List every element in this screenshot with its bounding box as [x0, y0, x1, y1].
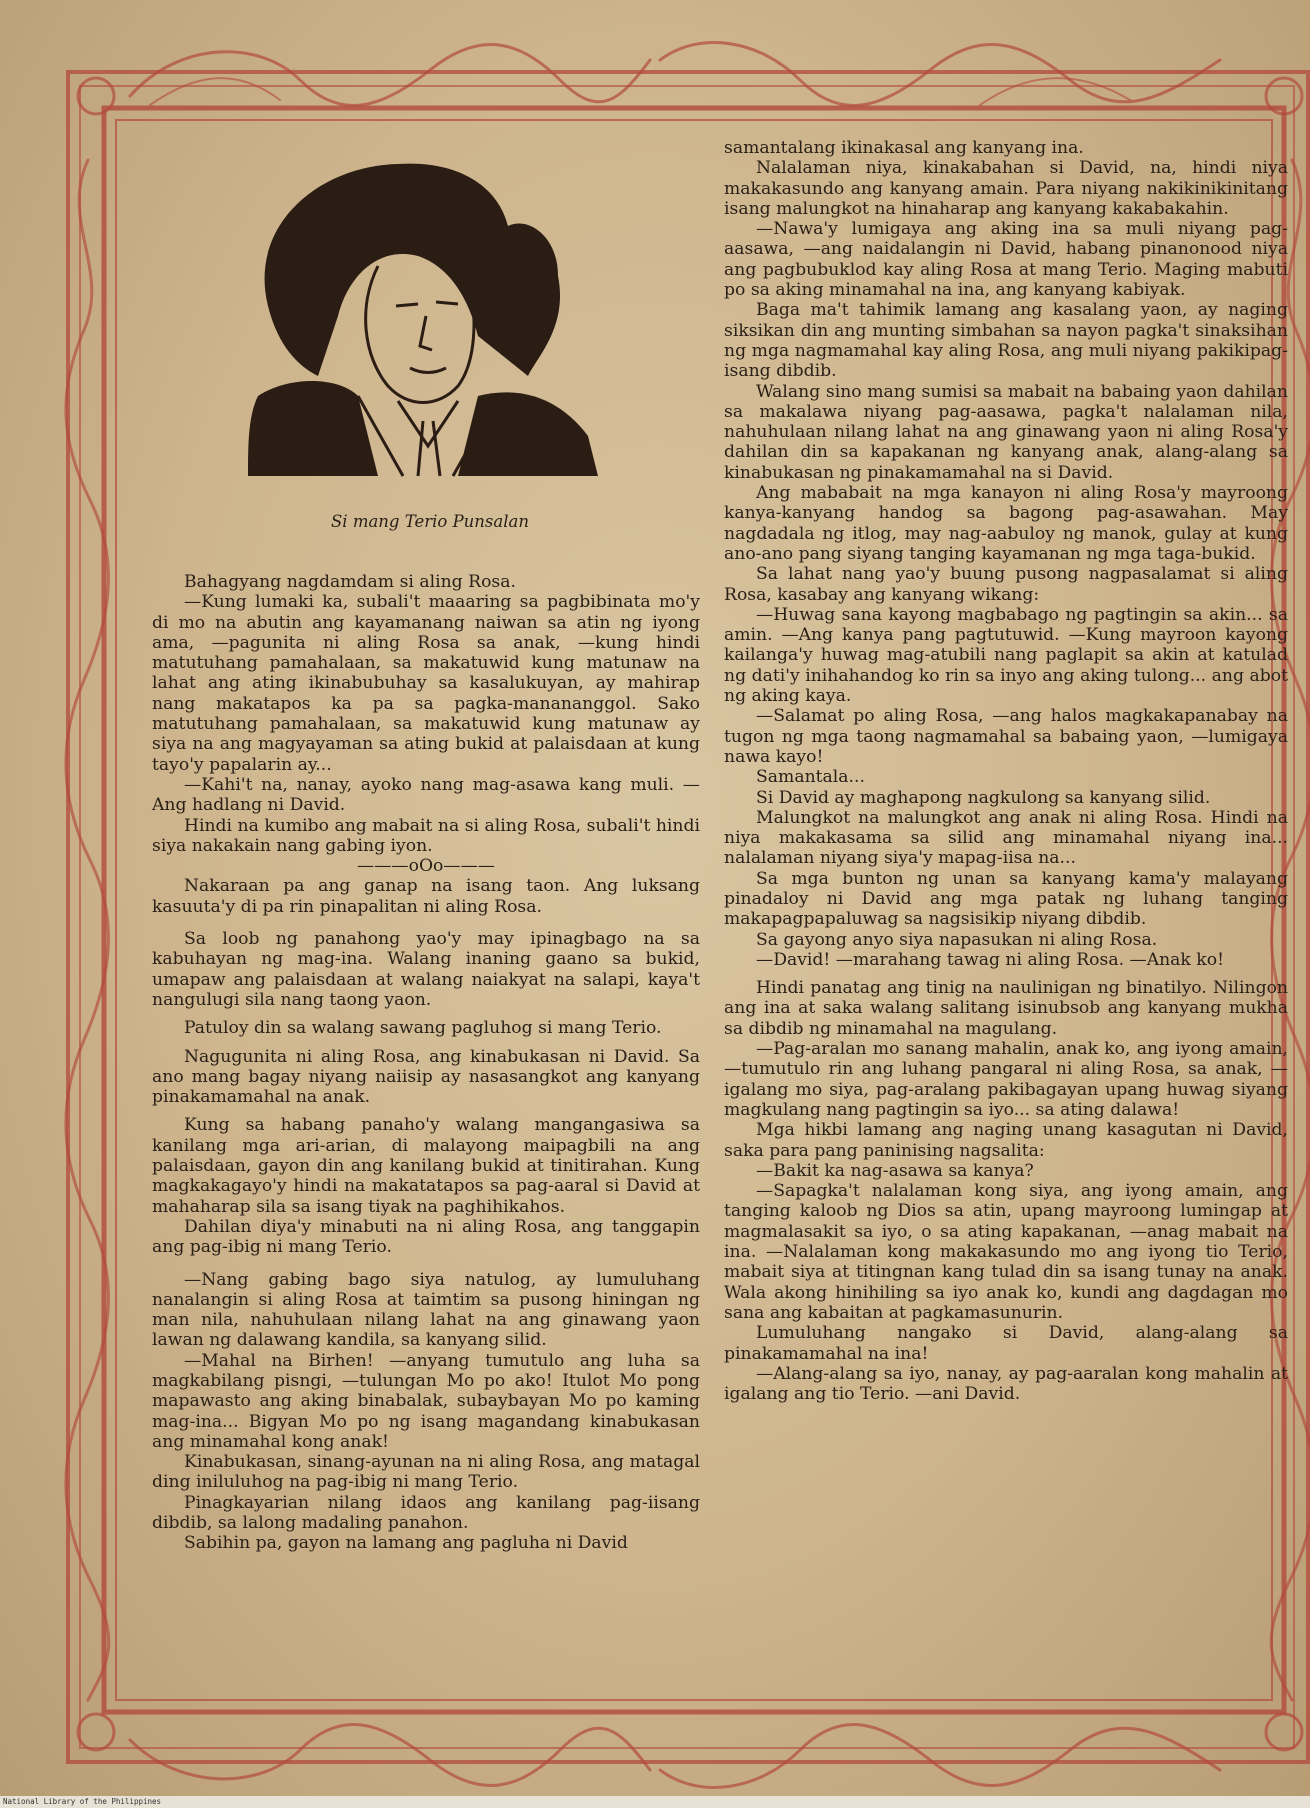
footer-credit: National Library of the Philippines	[0, 1796, 1310, 1808]
paragraph: —Mahal na Birhen! —anyang tumutulo ang luha sa magkabilang pisngi, —tulungan Mo po ako! Itulot Mo pong mapawasto ang aking binabalak, subaybayan Mo po kaming mag-ina... Bigyan Mo po ng isang magandang kinabukasan ang minamahal kong anak!	[152, 1350, 700, 1452]
paragraph: Malungkot na malungkot ang anak ni aling Rosa. Hindi na niya makakasama sa silid ang minamahal niyang ina... nalalaman niyang siya'y mapag-iisa na...	[724, 807, 1288, 869]
paragraph: Sa loob ng panahong yao'y may ipinagbago na sa kabuhayan ng mag-ina. Walang inaning gaano sa bukid, umapaw ang palaisdaan at walang naiakyat na salapi, kaya't nangulugi sila nang taong yaon.	[152, 929, 700, 1010]
paragraph: Kinabukasan, sinang-ayunan na ni aling Rosa, ang matagal ding iniluluhog na pag-ibig ni mang Terio.	[152, 1452, 700, 1493]
paragraph: —Pag-aralan mo sanang mahalin, anak ko, ang iyong amain, —tumutulo rin ang luhang pangaral ni aling Rosa, sa anak, — igalang mo siya, pag-aralang pakibagayan upang huwag siyang magkulang nang pagtingin sa iyo... sa ating dalawa!	[724, 1039, 1288, 1120]
paragraph: samantalang ikinakasal ang kanyang ina.	[724, 138, 1084, 158]
paragraph: —Nang gabing bago siya natulog, ay lumuluhang nanalangin si aling Rosa at taimtim sa pusong hiningan ng man nila, nahuhulaan nilang lahat na ang ginawang yaon lawan ng dalawang kandila, sa kanyang silid.	[152, 1269, 700, 1351]
paragraph: Si David ay maghapong nagkulong sa kanyang silid.	[756, 787, 1211, 808]
paragraph: Ang mababait na mga kanayon ni aling Rosa'y mayroong kanya-kanyang handog sa bagong pag-asawahan. May nagdadala ng itlog, may nag-aabuloy ng manok, gulay at kung ano-ano pang siyang tanging kayamanan ng mga taga-bukid.	[724, 483, 1288, 564]
paragraph: Pinagkayarian nilang idaos ang kanilang pag-iisang dibdib, sa lalong madaling panahon.	[152, 1492, 700, 1534]
paragraph: Mga hikbi lamang ang naging unang kasagutan ni David, saka para pang paninising nagsalita:	[724, 1120, 1288, 1161]
paragraph: Sabihin pa, gayon na lamang ang pagluha ni David	[184, 1533, 628, 1554]
paragraph: Nakaraan pa ang ganap na isang taon. Ang luksang kasuuta'y di pa rin pinapalitan ni aling Rosa.	[152, 876, 700, 917]
paragraph: Nagugunita ni aling Rosa, ang kinabukasan ni David. Sa ano mang bagay niyang naiisip ay nasasangkot ang kanyang pinakamamahal na anak.	[152, 1046, 700, 1108]
paragraph: —Kahi't na, nanay, ayoko nang mag-asawa kang muli. —Ang hadlang ni David.	[152, 774, 700, 816]
paragraph: Hindi panatag ang tinig na naulinigan ng binatilyo. Nilingon ang ina at saka walang salitang isinubsob ang kanyang mukha sa dibdib ng minamahal na magulang.	[724, 978, 1288, 1039]
paragraph: Sa mga bunton ng unan sa kanyang kama'y malayang pinadaloy ni David ang mga patak ng luhang tanging makapagpapaluwag sa nagsisikip niyang dibdib.	[724, 868, 1288, 930]
paragraph: Walang sino mang sumisi sa mabait na babaing yaon dahilan sa makalawa niyang pag-aasawa, pagka't nalalaman nila, nahuhulaan nilang lahat na ang ginawang yaon ni aling Rosa'y dahilan din sa kapakanan ng kanyang anak, alang-alang sa kinabukasan ng pinakamamahal na si David.	[724, 381, 1288, 483]
article-column-left	[152, 572, 700, 1554]
paragraph: —Bakit ka nag-asawa sa kanya?	[756, 1160, 1034, 1181]
section-separator: ———oOo———	[357, 856, 495, 877]
paragraph: Nalalaman niya, kinakabahan si David, na, hindi niya makakasundo ang kanyang amain. Para niyang nakikinikinitang isang malungkot na hinaharap ang kanyang kakabakahin.	[724, 158, 1288, 219]
paragraph: Lumuluhang nangako si David, alang-alang sa pinakamamahal na ina!	[724, 1323, 1288, 1364]
paragraph: Hindi na kumibo ang mabait na si aling Rosa, subali't hindi siya nakakain nang gabing iyon.	[152, 815, 700, 856]
paragraph: Kung sa habang panaho'y walang mangangasiwa sa kanilang mga ari-arian, di malayong maipagbili na ang palaisdaan, gayon din ang kanilang bukid at tinitirahan. Kung magkakagayo'y hindi na makatatapos sa pag-aaral si David at mahaharap sila sa isang tiyak na paghihikahos.	[152, 1115, 700, 1217]
paragraph: Patuloy din sa walang sawang pagluhog si mang Terio.	[184, 1018, 662, 1039]
illustration-caption: Si mang Terio Punsalan	[331, 512, 529, 531]
paragraph: —Salamat po aling Rosa, —ang halos magkakapanabay na tugon ng mga taong nagmamahal sa babaing yaon, —lumigaya nawa kayo!	[724, 706, 1288, 767]
article-column-right	[724, 138, 1288, 1404]
paragraph: —Huwag sana kayong magbabago ng pagtingin sa akin... sa amin. —Ang kanya pang pagtutuwid. —Kung mayroon kayong kailanga'y huwag mag-atubili nang paglapit sa akin at katulad ng dati'y inihahandog ko rin sa inyo ang aking tulong... ang abot ng aking kaya.	[724, 604, 1288, 707]
paragraph: Samantala...	[756, 767, 865, 788]
paragraph: Bahagyang nagdamdam si aling Rosa.	[184, 572, 516, 592]
paragraph: Dahilan diya'y minabuti na ni aling Rosa, ang tanggapin ang pag-ibig ni mang Terio.	[152, 1216, 700, 1258]
paragraph: —Nawa'y lumigaya ang aking ina sa muli niyang pag-aasawa, —ang naidalangin ni David, habang pinanonood niya ang pagbubuklod kay aling Rosa at mang Terio. Maging mabuti po sa aking minamahal na ina, ang kanyang kabiyak.	[724, 219, 1288, 301]
paragraph: —Alang-alang sa iyo, nanay, ay pag-aaralan kong mahalin at igalang ang tio Terio. —ani David.	[724, 1363, 1288, 1405]
portrait-illustration	[228, 146, 626, 492]
paragraph: Baga ma't tahimik lamang ang kasalang yaon, ay naging siksikan din ang munting simbahan sa nayon pagka't sinaksihan ng mga nagmamahal kay aling Rosa, ang muli niyang pakikipag-isang dibdib.	[724, 300, 1288, 382]
paragraph: Sa gayong anyo siya napasukan ni aling Rosa.	[756, 929, 1158, 950]
paragraph: —David! —marahang tawag ni aling Rosa. —Anak ko!	[756, 949, 1224, 970]
paragraph: —Sapagka't nalalaman kong siya, ang iyong amain, ang tanging kaloob ng Dios sa atin, upang mayroong lumingap at magmalasakit sa iyo, o sa ating kapakanan, —anag mabait na ina. —Nalalaman kong makakasundo mo ang iyong tio Terio, mabait siya at titingnan kang tulad din sa isang tunay na anak. Wala akong hinihiling sa iyo anak ko, kundi ang dagdagan mo sana ang kabaitan at pagkamasunurin.	[724, 1181, 1288, 1323]
paragraph: —Kung lumaki ka, subali't maaaring sa pagbibinata mo'y di mo na abutin ang kayamanang naiwan sa atin ng iyong ama, —pagunita ni aling Rosa sa anak, —kung hindi matutuhang pamahalaan, sa makatuwid kung matunaw na lahat ang ating ikinabubuhay sa kasalukuyan, ay mahirap nang makatapos ka pa sa pagka-manananggol. Sako matutuhang pamahalaan, sa makatuwid kung matunaw ay siya na ang magyayaman sa ating bukid at palaisdaan at kung tayo'y papalarin ay...	[152, 592, 700, 775]
paragraph: Sa lahat nang yao'y buung pusong nagpasalamat si aling Rosa, kasabay ang kanyang wikang:	[724, 564, 1288, 605]
